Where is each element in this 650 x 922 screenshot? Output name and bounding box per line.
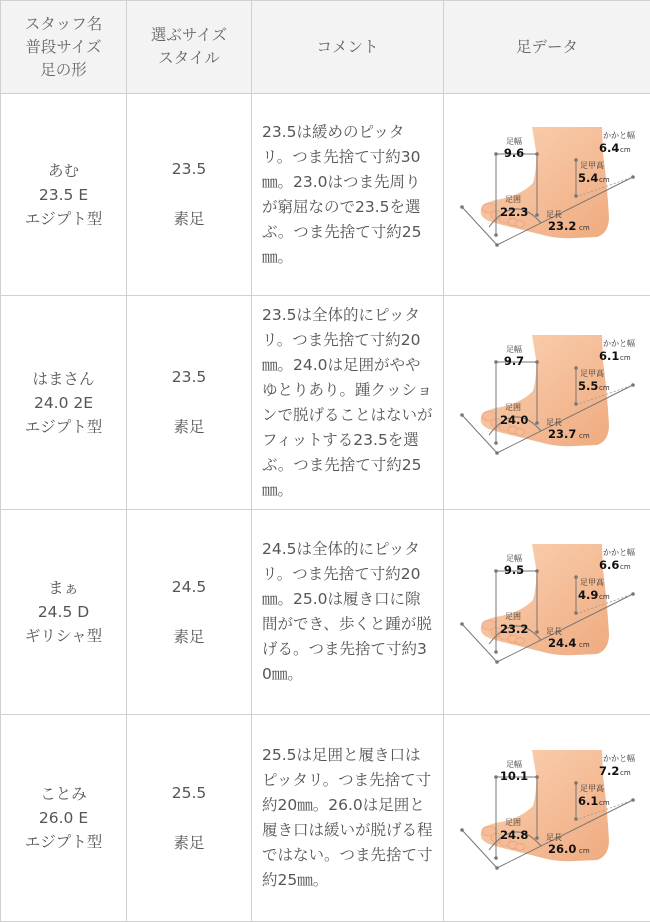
staff-cell <box>1 296 127 510</box>
heel-width-value: 6.6 <box>599 558 619 572</box>
chosen-size: 25.5 <box>127 781 251 806</box>
staff-cell <box>1 715 127 922</box>
length-unit: cm <box>579 432 590 440</box>
staff-name: はまさん <box>1 367 126 391</box>
header-chosen-size: 選ぶサイズ <box>127 24 251 47</box>
measure-point <box>495 866 499 870</box>
measure-point <box>535 569 539 573</box>
length-value: 23.2 <box>548 219 576 233</box>
measure-point <box>494 152 498 156</box>
measure-point <box>535 152 539 156</box>
foot-width-value: 9.5 <box>504 563 524 577</box>
instep-label: 足甲高 <box>580 368 604 378</box>
staff-cell <box>1 510 127 715</box>
length-value: 24.4 <box>548 636 576 650</box>
length-label: 足長 <box>546 833 562 842</box>
measure-point <box>494 441 498 445</box>
header-staff-name: スタッフ名 <box>1 13 126 36</box>
header-size <box>127 1 252 94</box>
measure-point <box>460 205 464 209</box>
heel-width-value: 6.1 <box>599 349 619 363</box>
measure-point <box>631 798 635 802</box>
size-cell <box>127 510 252 715</box>
girth-value: 22.3 <box>500 205 528 219</box>
measure-point <box>494 856 498 860</box>
foot-data-cell <box>444 715 650 922</box>
chosen-size: 24.5 <box>127 575 251 600</box>
foot-diagram <box>457 313 637 493</box>
girth-value: 24.8 <box>500 828 528 842</box>
header-foot-shape: 足の形 <box>1 59 126 82</box>
foot-data-cell <box>444 510 650 715</box>
heel-width-label: かかと幅 <box>603 338 635 348</box>
heel-width-unit: cm <box>620 354 631 362</box>
toe <box>516 428 525 435</box>
toe <box>516 220 525 227</box>
girth-value: 24.0 <box>500 413 528 427</box>
style: 素足 <box>127 831 251 856</box>
measure-point <box>574 575 578 579</box>
table-row <box>1 510 650 715</box>
comment: 25.5は足囲と履き口はピッタリ。つま先捨て寸約20㎜。26.0は足囲と履き口は緩いが脱げる程ではない。つま先捨て寸約25㎜。 <box>252 715 444 922</box>
table-row <box>1 94 650 296</box>
style: 素足 <box>127 207 251 232</box>
toe <box>516 638 525 645</box>
measure-point <box>460 622 464 626</box>
header-usual-size: 普段サイズ <box>1 36 126 59</box>
measure-point <box>574 817 578 821</box>
measure-point <box>494 233 498 237</box>
measure-point <box>535 360 539 364</box>
instep-unit: cm <box>599 593 610 601</box>
measure-point <box>535 630 539 634</box>
measure-point <box>535 213 539 217</box>
measure-point <box>631 383 635 387</box>
usual-size: 23.5 E <box>1 183 126 207</box>
comment: 23.5は全体的にピッタリ。つま先捨て寸約20㎜。24.0は足囲がややゆとりあり。踵クッションで脱げることはないがフィットする23.5を選ぶ。つま先捨て寸約25㎜。 <box>252 296 444 510</box>
measure-point <box>494 650 498 654</box>
foot-shape: エジプト型 <box>1 415 126 439</box>
header-foot-data: 足データ <box>444 1 650 94</box>
measure-point <box>574 611 578 615</box>
measure-point <box>494 569 498 573</box>
foot-shape: ギリシャ型 <box>1 624 126 648</box>
heel-width-value: 7.2 <box>599 764 619 778</box>
length-label: 足長 <box>546 627 562 636</box>
measure-point <box>535 421 539 425</box>
measure-point <box>574 194 578 198</box>
header-style: スタイル <box>127 47 251 70</box>
length-unit: cm <box>579 847 590 855</box>
staff-cell <box>1 94 127 296</box>
measure-point <box>495 660 499 664</box>
foot-data-cell <box>444 94 650 296</box>
instep-value: 4.9 <box>578 588 598 602</box>
foot-width-value: 9.7 <box>504 354 524 368</box>
heel-width-label: かかと幅 <box>603 547 635 557</box>
usual-size: 24.5 D <box>1 600 126 624</box>
foot-width-label: 足幅 <box>506 344 522 354</box>
foot-diagram <box>457 522 637 702</box>
instep-label: 足甲高 <box>580 577 604 587</box>
heel-width-value: 6.4 <box>599 141 619 155</box>
instep-unit: cm <box>599 384 610 392</box>
header-staff <box>1 1 127 94</box>
girth-label: 足囲 <box>505 818 521 827</box>
chosen-size: 23.5 <box>127 157 251 182</box>
staff-name: ことみ <box>1 782 126 806</box>
girth-label: 足囲 <box>505 195 521 204</box>
measure-point <box>574 366 578 370</box>
header-comment: コメント <box>252 1 444 94</box>
foot-width-label: 足幅 <box>506 136 522 146</box>
measure-point <box>574 402 578 406</box>
foot-shape: エジプト型 <box>1 207 126 231</box>
foot-data-cell <box>444 296 650 510</box>
table-row <box>1 296 650 510</box>
toe <box>516 844 525 851</box>
instep-label: 足甲高 <box>580 160 604 170</box>
measure-point <box>631 175 635 179</box>
length-label: 足長 <box>546 418 562 427</box>
measure-point <box>460 413 464 417</box>
length-value: 26.0 <box>548 842 576 856</box>
comment: 23.5は緩めのピッタリ。つま先捨て寸約30㎜。23.0はつま先周りが窮屈なので23.5を選ぶ。つま先捨て寸約25㎜。 <box>252 94 444 296</box>
measure-point <box>495 451 499 455</box>
header-row <box>1 1 650 94</box>
heel-width-unit: cm <box>620 146 631 154</box>
measure-point <box>494 360 498 364</box>
foot-width-value: 10.1 <box>500 769 528 783</box>
staff-name: あむ <box>1 159 126 183</box>
instep-unit: cm <box>599 176 610 184</box>
measure-point <box>535 836 539 840</box>
measure-point <box>574 781 578 785</box>
table-row <box>1 715 650 922</box>
instep-value: 5.5 <box>578 379 598 393</box>
staff-name: まぁ <box>1 576 126 600</box>
length-unit: cm <box>579 224 590 232</box>
instep-value: 5.4 <box>578 171 598 185</box>
measure-point <box>574 158 578 162</box>
measure-point <box>494 775 498 779</box>
length-label: 足長 <box>546 210 562 219</box>
style: 素足 <box>127 625 251 650</box>
size-cell <box>127 94 252 296</box>
measure-point <box>495 243 499 247</box>
size-cell <box>127 715 252 922</box>
length-unit: cm <box>579 641 590 649</box>
style: 素足 <box>127 415 251 440</box>
girth-label: 足囲 <box>505 403 521 412</box>
heel-width-unit: cm <box>620 769 631 777</box>
foot-diagram <box>457 728 637 908</box>
usual-size: 26.0 E <box>1 806 126 830</box>
heel-width-label: かかと幅 <box>603 130 635 140</box>
usual-size: 24.0 2E <box>1 391 126 415</box>
measure-point <box>460 828 464 832</box>
heel-width-unit: cm <box>620 563 631 571</box>
heel-width-label: かかと幅 <box>603 753 635 763</box>
foot-shape: エジプト型 <box>1 830 126 854</box>
foot-width-label: 足幅 <box>506 553 522 563</box>
foot-width-value: 9.6 <box>504 146 524 160</box>
instep-value: 6.1 <box>578 794 598 808</box>
instep-unit: cm <box>599 799 610 807</box>
measure-point <box>535 775 539 779</box>
foot-width-label: 足幅 <box>506 759 522 769</box>
instep-label: 足甲高 <box>580 783 604 793</box>
foot-diagram <box>457 105 637 285</box>
length-value: 23.7 <box>548 427 576 441</box>
comment: 24.5は全体的にピッタリ。つま先捨て寸約20㎜。25.0は履き口に隙間ができ、歩くと踵が脱げる。つま先捨て寸約30㎜。 <box>252 510 444 715</box>
girth-label: 足囲 <box>505 612 521 621</box>
chosen-size: 23.5 <box>127 365 251 390</box>
measure-point <box>631 592 635 596</box>
size-cell <box>127 296 252 510</box>
girth-value: 23.2 <box>500 622 528 636</box>
